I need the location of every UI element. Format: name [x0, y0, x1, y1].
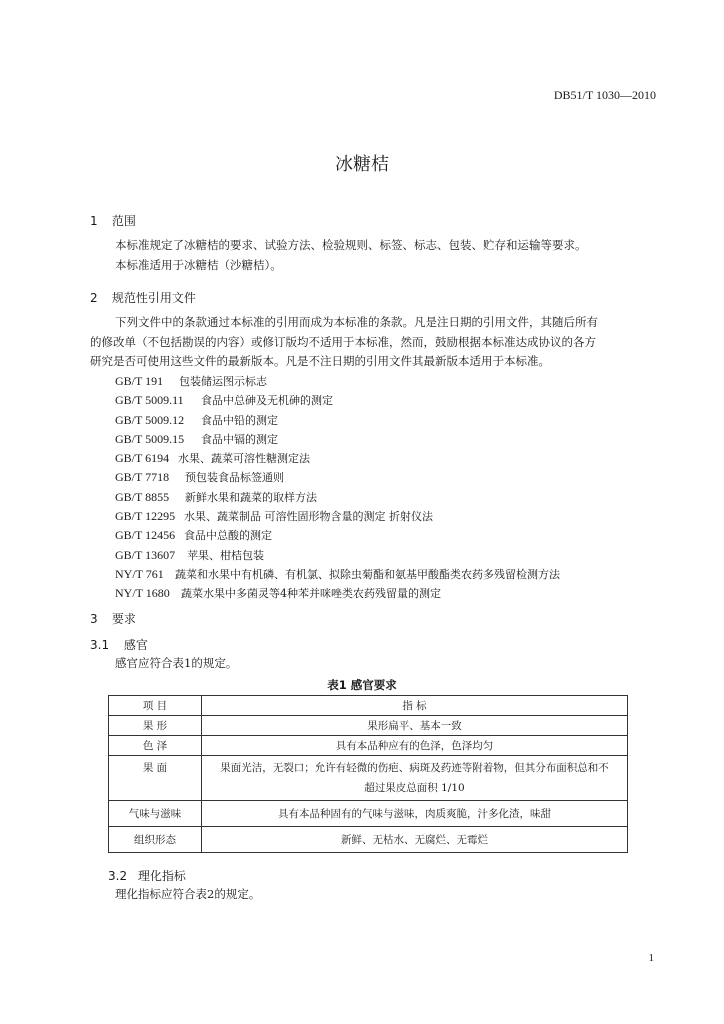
section-number: 2 — [90, 291, 98, 305]
header-spec: 指 标 — [202, 696, 628, 716]
table-row — [109, 827, 628, 853]
section-3-heading — [90, 610, 136, 627]
row-spec: 果形扁平、基本一致 — [202, 716, 628, 736]
subsection-3-2-text: 理化指标应符合表2的规定。 — [115, 887, 261, 901]
reference-code: NY/T 1680 — [115, 586, 170, 601]
reference-item — [115, 565, 560, 584]
reference-title: 苹果、柑桔包装 — [187, 548, 264, 562]
section-title: 要求 — [111, 612, 136, 626]
table-row — [109, 716, 628, 736]
standard-code: DB51/T 1030—2010 — [553, 88, 656, 102]
section-1-paragraph-1: 本标准规定了冰糖桔的要求、试验方法、检验规则、标签、标志、包装、贮存和运输等要求。 — [115, 238, 587, 252]
section-1-heading — [90, 212, 136, 229]
reference-item — [115, 488, 560, 507]
subsection-title: 感官 — [123, 638, 148, 652]
reference-item — [115, 391, 560, 410]
reference-code: GB/T 6194 — [115, 451, 170, 466]
reference-code: NY/T 761 — [115, 566, 164, 581]
table-row — [109, 756, 628, 801]
table-caption: 表1 感官要求 — [327, 678, 397, 692]
reference-title: 水果、蔬菜可溶性糖测定法 — [178, 452, 310, 466]
row-spec-line: 超过果皮总面积 1/10 — [364, 782, 465, 794]
section-title: 规范性引用文件 — [111, 291, 196, 305]
row-spec: 具有本品种应有的色泽，色泽均匀 — [202, 736, 628, 756]
row-item: 气味与滋味 — [109, 801, 202, 827]
section-1-paragraph-2: 本标准适用于冰糖桔（沙糖桔）。 — [115, 258, 282, 272]
table-header-row — [109, 696, 628, 716]
subsection-3-1-heading — [90, 636, 148, 653]
intro-line: 下列文件中的条款通过本标准的引用而成为本标准的条款。凡是注日期的引用文件，其随后所有 — [115, 315, 598, 329]
reference-title: 食品中铅的测定 — [201, 413, 278, 427]
reference-code: GB/T 8855 — [115, 489, 170, 504]
section-title: 范围 — [111, 214, 136, 228]
header-item: 项 目 — [109, 696, 202, 716]
page-number: 1 — [648, 952, 654, 964]
reference-title: 食品中总砷及无机砷的测定 — [201, 394, 333, 408]
reference-item — [115, 507, 560, 526]
reference-item — [115, 584, 560, 603]
row-spec: 新鲜、无枯水、无腐烂、无霉烂 — [202, 827, 628, 853]
reference-item — [115, 546, 560, 565]
intro-line: 的修改单（不包括勘误的内容）或修订版均不适用于本标准，然而，鼓励根据本标准达成协议的各方 — [90, 334, 596, 349]
reference-title: 预包装食品标签通则 — [185, 471, 284, 485]
reference-code: GB/T 13607 — [115, 547, 176, 562]
reference-code: GB/T 5009.11 — [115, 393, 184, 408]
reference-item — [115, 372, 560, 391]
section-2-intro — [90, 313, 666, 372]
subsection-number: 3.2 — [108, 869, 128, 883]
subsection-title: 理化指标 — [137, 869, 186, 883]
reference-code: GB/T 5009.15 — [115, 431, 185, 446]
reference-title: 包装储运图示标志 — [179, 375, 267, 388]
section-2-heading — [90, 289, 196, 306]
row-item: 果 面 — [109, 756, 202, 801]
document-title: 冰糖桔 — [335, 154, 389, 175]
reference-title: 食品中总酸的测定 — [184, 529, 272, 543]
reference-code: GB/T 12295 — [115, 509, 176, 524]
row-item: 色 泽 — [109, 736, 202, 756]
reference-title: 水果、蔬菜制品 可溶性固形物含量的测定 折射仪法 — [184, 510, 433, 524]
reference-item — [115, 468, 560, 487]
row-item: 组织形态 — [109, 827, 202, 853]
reference-list — [115, 372, 560, 604]
reference-code: GB/T 7718 — [115, 470, 170, 485]
row-item: 果 形 — [109, 716, 202, 736]
row-spec — [202, 756, 628, 801]
subsection-number: 3.1 — [90, 638, 110, 652]
table-row — [109, 801, 628, 827]
sensory-requirements-table — [108, 695, 628, 853]
subsection-3-1-text: 感官应符合表1的规定。 — [115, 656, 238, 670]
reference-code: GB/T 12456 — [115, 528, 176, 543]
reference-item — [115, 449, 560, 468]
reference-code: GB/T 5009.12 — [115, 412, 185, 427]
reference-title: 食品中镉的测定 — [201, 432, 278, 446]
section-number: 3 — [90, 612, 98, 626]
table-row — [109, 736, 628, 756]
reference-item — [115, 411, 560, 430]
section-number: 1 — [90, 214, 98, 228]
reference-code: GB/T 191 — [115, 374, 164, 388]
intro-line: 研究是否可使用这些文件的最新版本。凡是不注日期的引用文件其最新版本适用于本标准。 — [90, 354, 550, 368]
row-spec-line: 果面光洁，无裂口；允许有轻微的伤疤、病斑及药迹等附着物，但其分布面积总和不 — [220, 762, 609, 774]
reference-item — [115, 526, 560, 545]
subsection-3-2-heading — [108, 867, 186, 884]
reference-title: 新鲜水果和蔬菜的取样方法 — [185, 490, 317, 504]
reference-title: 蔬菜水果中多菌灵等4种苯并咪唑类农药残留量的测定 — [181, 587, 441, 601]
reference-item — [115, 430, 560, 449]
reference-title: 蔬菜和水果中有机磷、有机氯、拟除虫菊酯和氨基甲酸酯类农药多残留检测方法 — [175, 567, 560, 581]
row-spec: 具有本品种固有的气味与滋味，肉质爽脆，汁多化渣，味甜 — [202, 801, 628, 827]
